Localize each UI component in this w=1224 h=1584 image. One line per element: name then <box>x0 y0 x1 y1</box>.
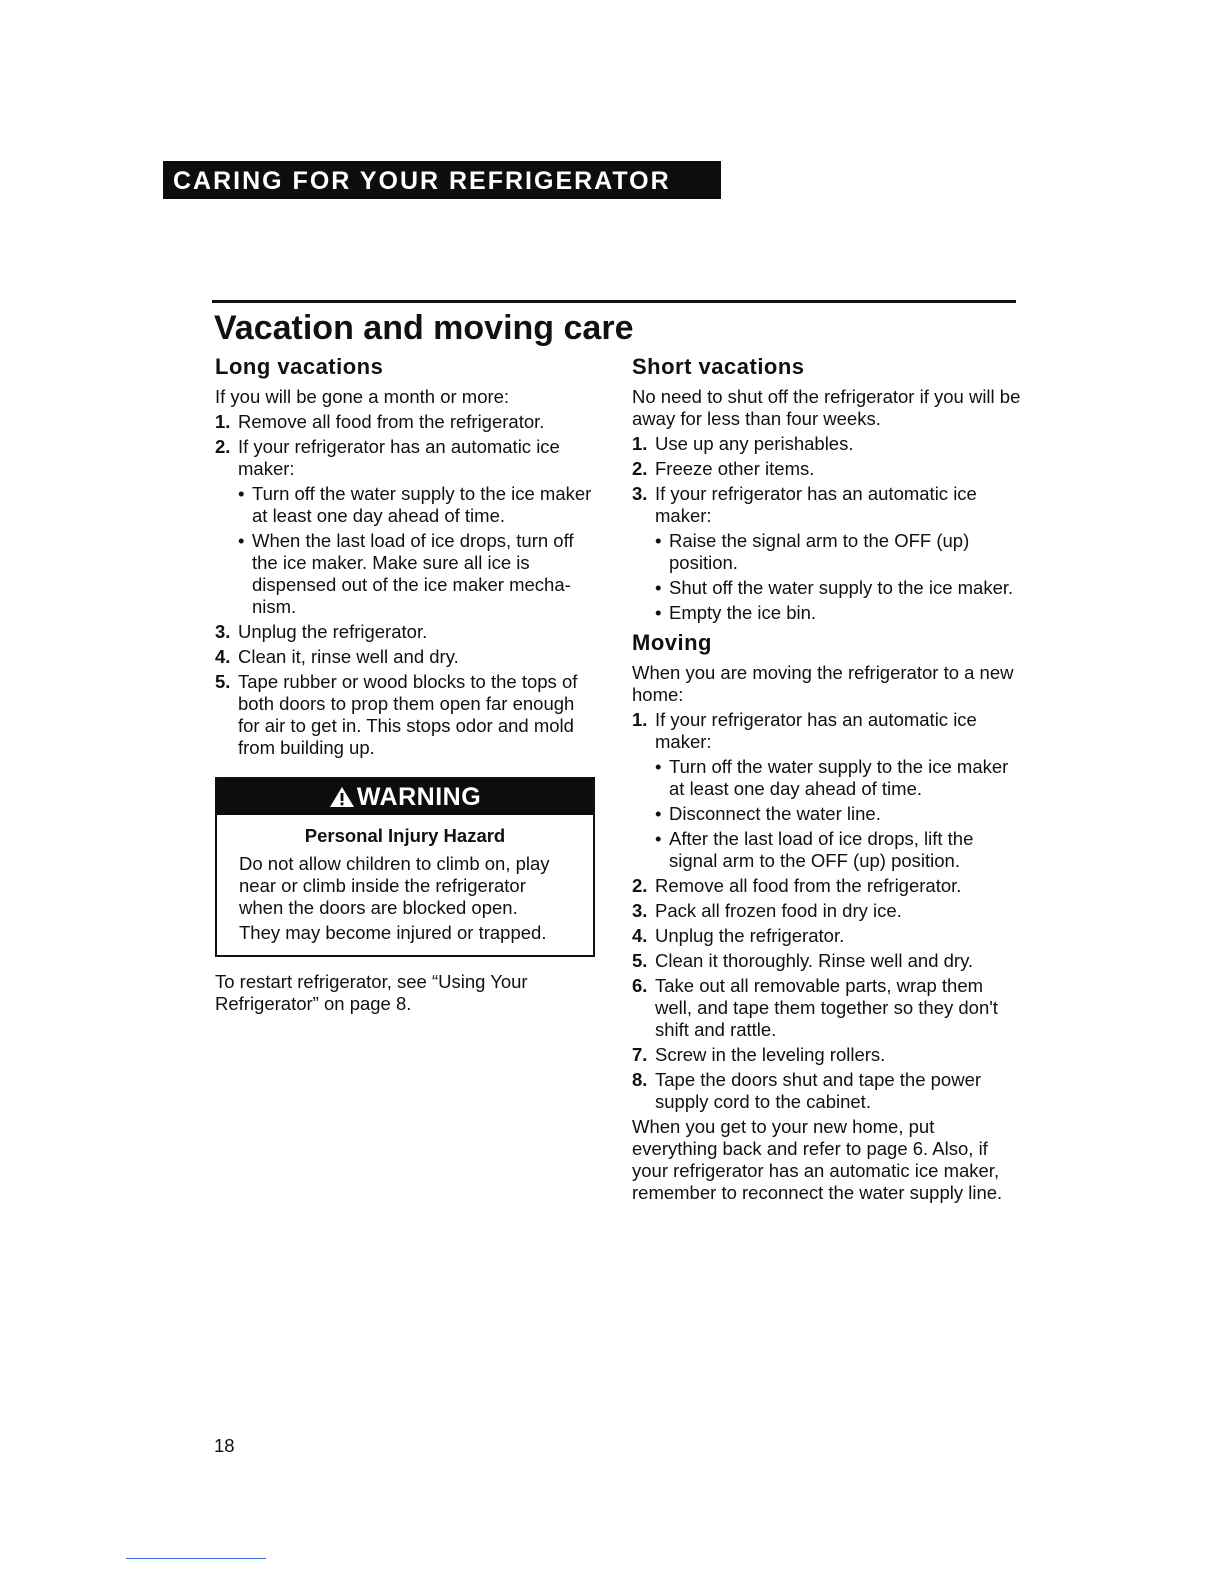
short-vacations-intro: No need to shut off the refrigerator if you will be away for less than four weeks. <box>632 386 1021 429</box>
long-vacations-intro: If you will be gone a month or more: <box>215 386 510 407</box>
bullet-icon: • <box>655 828 662 849</box>
step-number: 8. <box>632 1069 648 1090</box>
list-item <box>215 646 600 668</box>
step-number: 3. <box>632 900 648 921</box>
bullet-text: Shut off the water supply to the ice maker. <box>669 577 1014 598</box>
bullet-list <box>655 756 1022 872</box>
warning-text: They may become injured or trapped. <box>239 922 547 943</box>
step-text: Unplug the refrigerator. <box>238 621 428 642</box>
list-item <box>632 1044 1022 1066</box>
bullet-text: Turn off the water supply to the ice maker at least one day ahead of time. <box>252 483 592 526</box>
bullet-item <box>238 483 600 527</box>
bullet-text: When the last load of ice drops, turn off the ice maker. Make sure all ice is dispensed out of the ice maker mecha- nism. <box>252 530 574 617</box>
list-item <box>632 1069 1022 1113</box>
step-text: If your refrigerator has an automatic ice maker: <box>655 709 977 752</box>
step-text: Clean it, rinse well and dry. <box>238 646 459 667</box>
step-number: 7. <box>632 1044 648 1065</box>
long-vacations-heading: Long vacations <box>215 354 384 379</box>
list-item <box>215 436 600 618</box>
step-text: Take out all removable parts, wrap them well, and tape them together so they don't shift and rattle. <box>655 975 998 1040</box>
short-vacations-heading: Short vacations <box>632 354 805 379</box>
step-number: 3. <box>215 621 231 642</box>
list-item <box>632 483 1022 624</box>
long-vacations-steps <box>215 411 600 759</box>
bullet-item <box>655 530 1022 574</box>
step-text: Remove all food from the refrigerator. <box>238 411 545 432</box>
moving-heading: Moving <box>632 630 712 655</box>
step-text: Clean it thoroughly. Rinse well and dry. <box>655 950 974 971</box>
step-text: Pack all frozen food in dry ice. <box>655 900 902 921</box>
bullet-text: Turn off the water supply to the ice maker at least one day ahead of time. <box>669 756 1009 799</box>
restart-note: To restart refrigerator, see “Using Your Refrigerator” on page 8. <box>215 971 528 1014</box>
title-rule <box>212 300 1016 303</box>
bullet-icon: • <box>655 602 662 623</box>
page-number: 18 <box>214 1435 235 1456</box>
step-number: 1. <box>215 411 231 432</box>
moving-intro: When you are moving the refrigerator to a new home: <box>632 662 1014 705</box>
warning-header <box>217 779 593 815</box>
bullet-list <box>238 483 600 618</box>
bullet-icon: • <box>655 577 662 598</box>
list-item <box>632 975 1022 1041</box>
step-text: If your refrigerator has an automatic ice maker: <box>238 436 560 479</box>
section-banner: CARING FOR YOUR REFRIGERATOR <box>163 161 721 199</box>
step-number: 1. <box>632 709 648 730</box>
moving-outro: When you get to your new home, put everything back and refer to page 6. Also, if your refrigerator has an automatic ice maker, remember to reconnect the water supply line. <box>632 1116 1003 1203</box>
list-item <box>632 925 1022 947</box>
warning-triangle-icon <box>329 786 355 808</box>
list-item <box>632 875 1022 897</box>
step-number: 4. <box>215 646 231 667</box>
step-number: 5. <box>632 950 648 971</box>
bullet-icon: • <box>238 483 245 504</box>
step-text: Tape the doors shut and tape the power supply cord to the cabinet. <box>655 1069 982 1112</box>
list-item <box>632 458 1022 480</box>
list-item <box>632 900 1022 922</box>
list-item <box>215 671 600 759</box>
list-item <box>632 709 1022 872</box>
list-item <box>632 950 1022 972</box>
bullet-item <box>655 602 1022 624</box>
step-number: 2. <box>215 436 231 457</box>
warning-box <box>215 777 595 957</box>
step-text: Use up any perishables. <box>655 433 854 454</box>
right-column <box>632 352 1022 1207</box>
step-text: If your refrigerator has an automatic ice maker: <box>655 483 977 526</box>
bullet-text: After the last load of ice drops, lift the signal arm to the OFF (up) position. <box>669 828 974 871</box>
step-number: 1. <box>632 433 648 454</box>
page-title: Vacation and moving care <box>214 309 634 347</box>
list-item <box>632 433 1022 455</box>
step-number: 3. <box>632 483 648 504</box>
step-text: Remove all food from the refrigerator. <box>655 875 962 896</box>
bullet-item <box>655 828 1022 872</box>
bullet-icon: • <box>238 530 245 551</box>
step-text: Tape rubber or wood blocks to the tops of both doors to prop them open far enough for air to get in. This stops odor and mold from building up. <box>238 671 578 758</box>
bullet-item <box>655 803 1022 825</box>
bullet-text: Raise the signal arm to the OFF (up) position. <box>669 530 970 573</box>
footer-line <box>126 1558 266 1559</box>
bullet-item <box>655 577 1022 599</box>
bullet-icon: • <box>655 803 662 824</box>
bullet-icon: • <box>655 756 662 777</box>
step-number: 2. <box>632 458 648 479</box>
list-item <box>215 621 600 643</box>
moving-steps <box>632 709 1022 1113</box>
step-number: 4. <box>632 925 648 946</box>
warning-label: WARNING <box>356 783 482 811</box>
step-text: Screw in the leveling rollers. <box>655 1044 886 1065</box>
short-vacations-steps <box>632 433 1022 624</box>
step-number: 6. <box>632 975 648 996</box>
step-number: 5. <box>215 671 231 692</box>
bullet-item <box>238 530 600 618</box>
bullet-list <box>655 530 1022 624</box>
bullet-icon: • <box>655 530 662 551</box>
list-item <box>215 411 600 433</box>
step-text: Freeze other items. <box>655 458 815 479</box>
bullet-text: Empty the ice bin. <box>669 602 817 623</box>
warning-subtitle: Personal Injury Hazard <box>304 825 506 846</box>
left-column <box>215 352 600 1018</box>
bullet-text: Disconnect the water line. <box>669 803 881 824</box>
warning-text: Do not allow children to climb on, play near or climb inside the refrigerator when the doors are blocked open. <box>239 853 550 918</box>
bullet-item <box>655 756 1022 800</box>
step-text: Unplug the refrigerator. <box>655 925 845 946</box>
step-number: 2. <box>632 875 648 896</box>
warning-body <box>217 815 593 955</box>
